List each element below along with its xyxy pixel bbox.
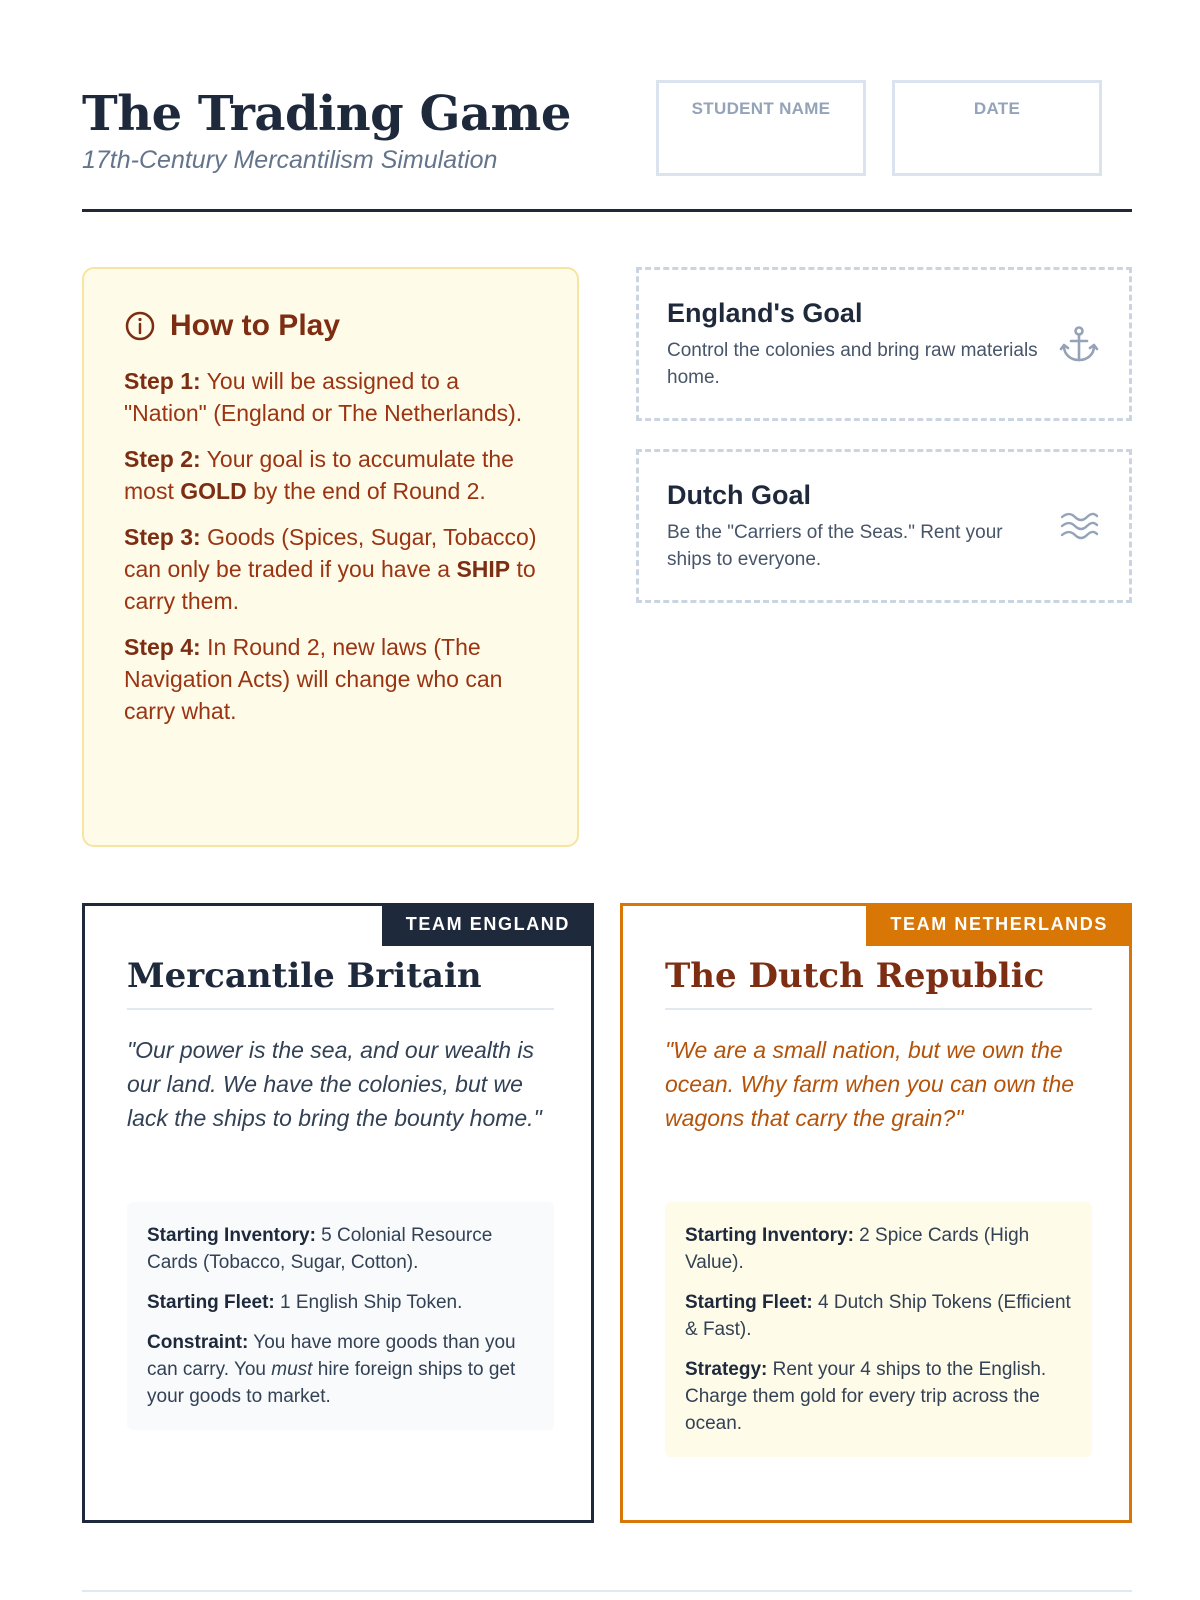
- netherlands-quote: "We are a small nation, but we own the ocean. Why farm when you can own the wagons that carry the grain?": [665, 1037, 1075, 1131]
- page-subtitle: 17th-Century Mercantilism Simulation: [82, 146, 498, 174]
- england-card-title: Mercantile Britain: [127, 956, 482, 996]
- date-field[interactable]: [892, 80, 1102, 176]
- team-netherlands-card: [620, 903, 1132, 1523]
- step-1: Step 1: You will be assigned to a "Nation" (England or The Netherlands).: [124, 368, 523, 426]
- page-title: The Trading Game: [82, 86, 571, 142]
- england-card-divider: [127, 1008, 554, 1010]
- anchor-icon: [1059, 324, 1099, 364]
- student-name-field[interactable]: [656, 80, 866, 176]
- student-name-label: STUDENT NAME: [691, 99, 831, 118]
- england-inventory: Starting Inventory: 5 Colonial Resource Cards (Tobacco, Sugar, Cotton).: [147, 1225, 493, 1273]
- netherlands-inventory: Starting Inventory: 2 Spice Cards (High Value).: [685, 1225, 1030, 1273]
- team-england-card: [82, 903, 594, 1523]
- england-fleet: Starting Fleet: 1 English Ship Token.: [147, 1292, 463, 1313]
- step-2: Step 2: Your goal is to accumulate the most GOLD by the end of Round 2.: [124, 446, 514, 504]
- worksheet-header: [82, 80, 1132, 210]
- england-goal-box: [636, 267, 1132, 421]
- england-info-box: [127, 1202, 554, 1430]
- netherlands-card-divider: [665, 1008, 1092, 1010]
- england-constraint: Constraint: You have more goods than you can carry. You must hire foreign ships to get your goods to market.: [147, 1332, 516, 1407]
- dutch-goal-title: Dutch Goal: [667, 480, 812, 510]
- team-netherlands-badge: TEAM NETHERLANDS: [866, 903, 1132, 946]
- date-label: DATE: [973, 99, 1021, 118]
- dutch-goal-text: Be the "Carriers of the Seas." Rent your ships to everyone.: [667, 522, 1003, 570]
- footer-divider: [82, 1590, 1132, 1592]
- how-to-play-header: [124, 309, 537, 343]
- how-to-play-title: How to Play: [170, 309, 341, 342]
- how-to-play-panel: [82, 267, 579, 847]
- info-circle-icon: [124, 310, 156, 342]
- england-goal-title: England's Goal: [667, 298, 863, 328]
- england-goal-text: Control the colonies and bring raw materials home.: [667, 340, 1038, 388]
- netherlands-fleet: Starting Fleet: 4 Dutch Ship Tokens (Efficient & Fast).: [685, 1292, 1071, 1340]
- dutch-goal-box: [636, 449, 1132, 603]
- team-england-badge: TEAM ENGLAND: [382, 903, 594, 946]
- step-3: Step 3: Goods (Spices, Sugar, Tobacco) can only be traded if you have a SHIP to carry them.: [124, 524, 537, 614]
- waves-icon: [1059, 506, 1099, 546]
- step-4: Step 4: In Round 2, new laws (The Navigation Acts) will change who can carry what.: [124, 634, 503, 724]
- header-divider: [82, 209, 1132, 212]
- england-quote: "Our power is the sea, and our wealth is our land. We have the colonies, but we lack the ships to bring the bounty home.": [127, 1037, 542, 1131]
- netherlands-card-title: The Dutch Republic: [665, 956, 1045, 996]
- netherlands-info-box: [665, 1202, 1092, 1457]
- netherlands-strategy: Strategy: Rent your 4 ships to the English. Charge them gold for every trip across the ocean.: [685, 1359, 1047, 1434]
